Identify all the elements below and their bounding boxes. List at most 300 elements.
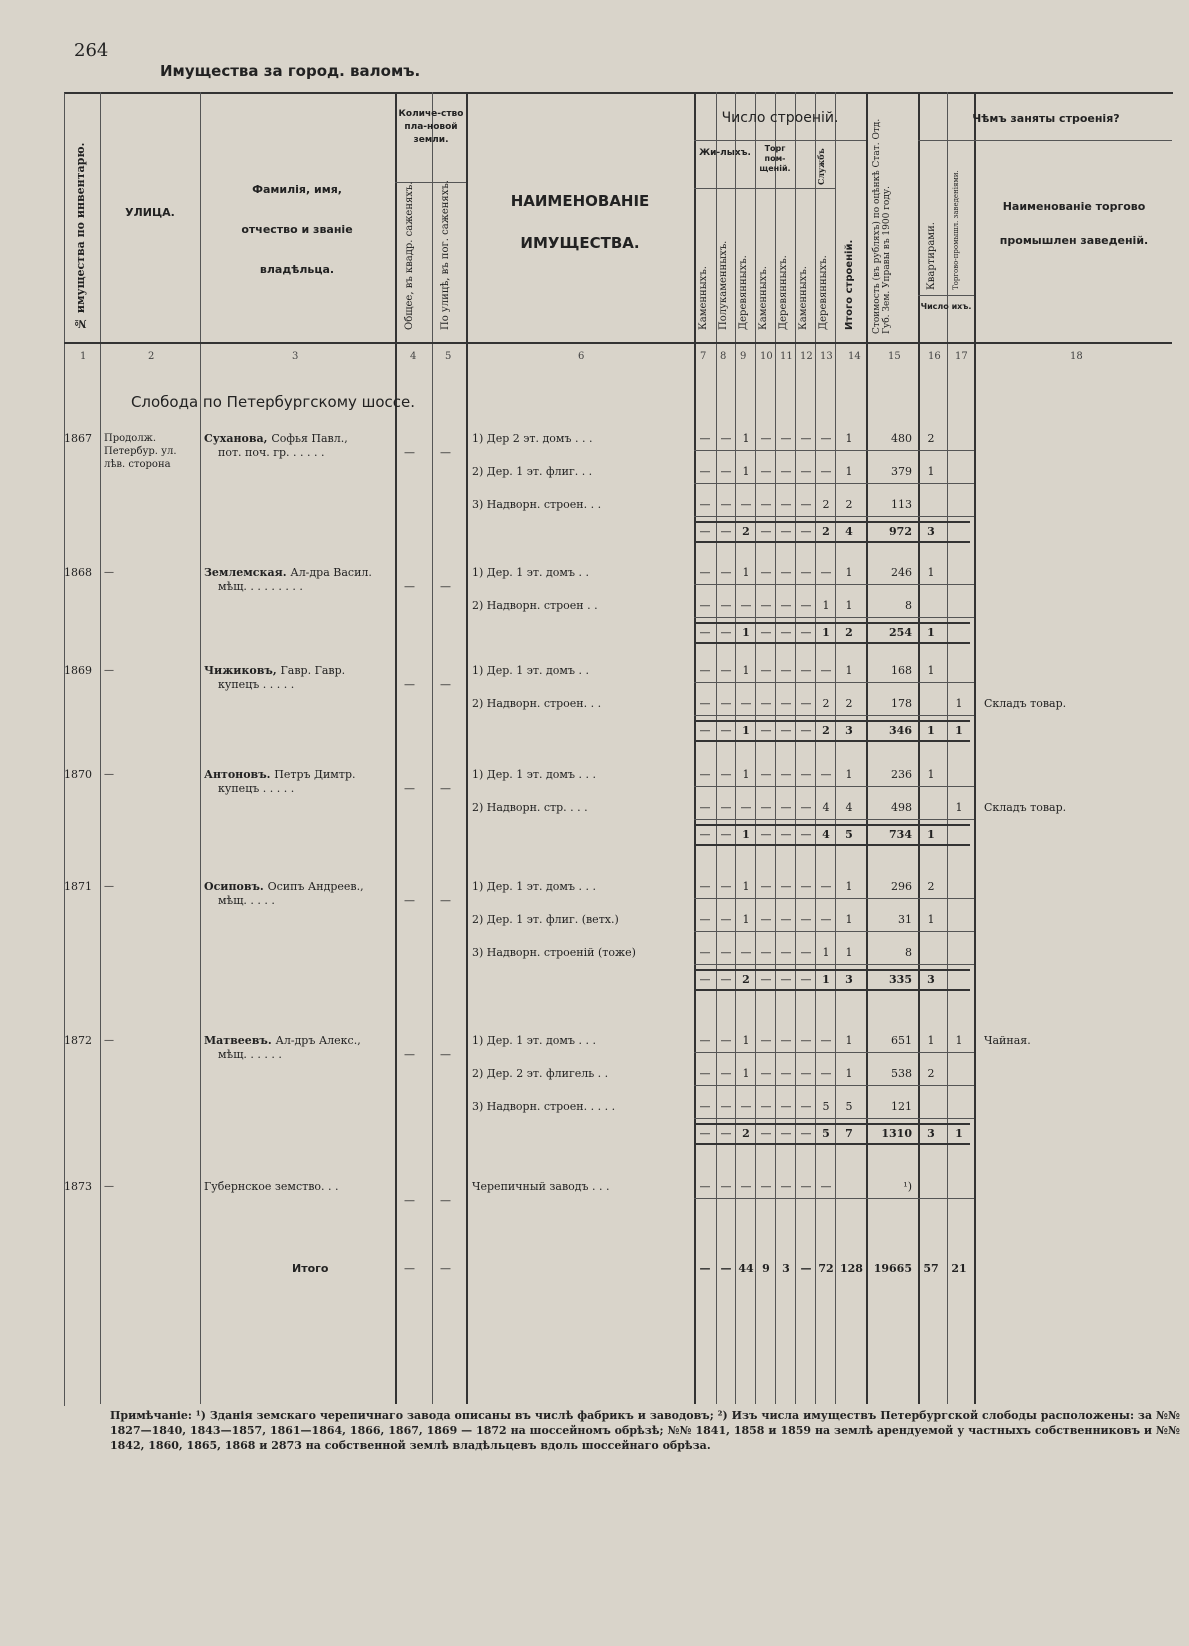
- total-dash: —: [780, 828, 792, 841]
- cell-dash: —: [720, 697, 732, 710]
- total-dash: —: [760, 1127, 772, 1140]
- owner-name: [204, 664, 345, 677]
- cell-dash: —: [740, 801, 752, 814]
- establishment-name: Чайная.: [984, 1034, 1031, 1047]
- cell-dash: —: [699, 498, 711, 511]
- header-c16: Квартирами.: [926, 222, 937, 290]
- cell-dash: —: [720, 664, 732, 677]
- cell-value: 480: [891, 432, 912, 445]
- owner-surname: Осиповъ.: [204, 880, 268, 893]
- cell-dash: —: [800, 768, 812, 781]
- subtotal-rule: [694, 720, 970, 722]
- cell-c13: 5: [822, 1100, 830, 1113]
- col-divider: [835, 92, 836, 1404]
- col-divider: [815, 92, 816, 1404]
- total-value: 335: [889, 973, 912, 986]
- cell-value: 246: [891, 566, 912, 579]
- owner-rank: мѣщ. . . . . .: [218, 1048, 282, 1061]
- col-divider: [432, 92, 433, 1404]
- cell-value: 651: [891, 1034, 912, 1047]
- item-rule: [694, 819, 974, 820]
- cell-dash: —: [780, 946, 792, 959]
- cell-c14: 1: [845, 1067, 853, 1080]
- item-rule: [694, 1052, 974, 1053]
- inventory-number: 1868: [64, 566, 92, 579]
- property-item: 1) Дер. 1 эт. домъ . . .: [472, 880, 596, 893]
- cell-c16: 1: [927, 913, 935, 926]
- total-c13: 4: [822, 828, 830, 841]
- property-item: 2) Дер. 1 эт. флиг. (ветх.): [472, 913, 619, 926]
- cell-dash: —: [760, 946, 772, 959]
- header-col5: По улицѣ, въ пог. саженяхъ.: [440, 180, 451, 330]
- total-c9: 1: [742, 724, 750, 737]
- total-dash: —: [699, 828, 711, 841]
- header-c12: Каменныхъ.: [798, 266, 809, 330]
- owner-surname: Землемская.: [204, 566, 291, 579]
- cell-dash: —: [720, 1180, 732, 1193]
- grand-dash: —: [404, 1262, 415, 1275]
- header-rule: [694, 140, 866, 141]
- total-c17: 1: [955, 1127, 963, 1140]
- col-divider: [947, 92, 948, 1404]
- cell-dash: —: [720, 465, 732, 478]
- grand-c11: 3: [782, 1262, 790, 1275]
- cell-dash: —: [800, 1180, 812, 1193]
- cell-dash: —: [780, 432, 792, 445]
- cell-c9: 1: [742, 1034, 750, 1047]
- grand-value: 19665: [873, 1262, 912, 1275]
- owner-given: Софья Павл.,: [271, 432, 348, 445]
- owner-given: Петръ Димтр.: [274, 768, 356, 781]
- header-c10: Каменныхъ.: [758, 266, 769, 330]
- total-dash: —: [800, 626, 812, 639]
- header-col4: Общее, въ квадр. саженяхъ.: [404, 181, 415, 330]
- total-c14: 5: [845, 828, 853, 841]
- cell-dash: —: [760, 768, 772, 781]
- total-dash: —: [760, 828, 772, 841]
- cell-c14: 1: [845, 465, 853, 478]
- item-rule: [694, 516, 974, 517]
- grand-c9: 44: [738, 1262, 754, 1275]
- header-c11: Деревянныхъ.: [778, 255, 789, 330]
- header-col3: Фамилія, имя, отчество и званіе владѣльца.: [241, 183, 353, 276]
- cell-dash: —: [800, 880, 812, 893]
- total-dash: —: [800, 973, 812, 986]
- cell-c9: 1: [742, 664, 750, 677]
- inventory-number: 1870: [64, 768, 92, 781]
- owner-rank: пот. поч. гр. . . . . .: [218, 446, 325, 459]
- cell-dash: —: [800, 1034, 812, 1047]
- cell-dash: —: [740, 1180, 752, 1193]
- cell-c14: 1: [845, 946, 853, 959]
- cell-value: 8: [905, 946, 912, 959]
- cell-dash: —: [800, 432, 812, 445]
- cell-dash: —: [740, 599, 752, 612]
- subtotal-rule: [694, 844, 970, 846]
- cell-value: 31: [898, 913, 912, 926]
- total-dash: —: [720, 724, 732, 737]
- land-street-dash: —: [440, 580, 451, 593]
- cell-value: 178: [891, 697, 912, 710]
- header-c18: Наименованіе торгово промышлен заведеній.: [999, 200, 1149, 247]
- grand-c10: 9: [762, 1262, 770, 1275]
- cell-dash: —: [699, 1180, 711, 1193]
- cell-dash: —: [720, 599, 732, 612]
- cell-dash: —: [780, 697, 792, 710]
- header-c7: Каменныхъ.: [698, 266, 709, 330]
- column-number: 10: [760, 351, 773, 362]
- col-divider: [200, 92, 201, 1404]
- cell-dash: —: [760, 1034, 772, 1047]
- header-land: Количе-ство пла-новой земли.: [398, 109, 464, 145]
- cell-dash: —: [780, 1034, 792, 1047]
- land-street-dash: —: [440, 782, 451, 795]
- cell-dash: —: [699, 946, 711, 959]
- total-dash: —: [720, 626, 732, 639]
- cell-dash: —: [780, 465, 792, 478]
- cell-value: 113: [891, 498, 912, 511]
- subtotal-rule: [694, 521, 970, 523]
- col-divider: [795, 92, 796, 1404]
- cell-dash: —: [720, 1100, 732, 1113]
- total-dash: —: [780, 973, 792, 986]
- cell-dash: —: [820, 913, 832, 926]
- cell-dash: —: [699, 566, 711, 579]
- column-number: 4: [410, 351, 417, 362]
- subtotal-rule: [694, 642, 970, 644]
- cell-dash: —: [760, 664, 772, 677]
- property-item: 3) Надворн. строен. . .: [472, 498, 602, 511]
- item-rule: [694, 1118, 974, 1119]
- property-item: 1) Дер. 1 эт. домъ . .: [472, 664, 589, 677]
- cell-c9: 1: [742, 768, 750, 781]
- cell-dash: —: [800, 801, 812, 814]
- land-area-dash: —: [404, 1048, 415, 1061]
- cell-dash: —: [740, 1100, 752, 1113]
- total-c9: 2: [742, 973, 750, 986]
- column-number: 6: [578, 351, 585, 362]
- total-dash: —: [780, 626, 792, 639]
- owner-name: [204, 880, 364, 893]
- cell-dash: —: [780, 1067, 792, 1080]
- cell-dash: —: [699, 432, 711, 445]
- land-street-dash: —: [440, 1048, 451, 1061]
- header-rule: [64, 342, 1172, 344]
- cell-dash: —: [760, 599, 772, 612]
- land-area-dash: —: [404, 446, 415, 459]
- property-item: 2) Надворн. стр. . . .: [472, 801, 588, 814]
- total-c14: 3: [845, 724, 853, 737]
- total-dash: —: [699, 724, 711, 737]
- item-rule: [694, 483, 974, 484]
- land-street-dash: —: [440, 894, 451, 907]
- cell-dash: —: [800, 1100, 812, 1113]
- column-number: 2: [148, 351, 155, 362]
- cell-dash: —: [720, 801, 732, 814]
- cell-c16: 1: [927, 1034, 935, 1047]
- grand-c17: 21: [951, 1262, 967, 1275]
- subtotal-rule: [694, 824, 970, 826]
- property-item: 2) Надворн. строен. . .: [472, 697, 602, 710]
- cell-c14: 1: [845, 913, 853, 926]
- col-divider: [466, 92, 468, 1404]
- cell-dash: —: [800, 599, 812, 612]
- cell-c14: 2: [845, 697, 853, 710]
- total-dash: —: [760, 724, 772, 737]
- cell-c16: 1: [927, 664, 935, 677]
- total-dash: —: [699, 1127, 711, 1140]
- street-name: —: [104, 769, 114, 780]
- owner-surname: Суханова,: [204, 432, 272, 445]
- owner-rank: купецъ . . . . .: [218, 678, 295, 691]
- cell-dash: —: [780, 1180, 792, 1193]
- cell-dash: —: [699, 1034, 711, 1047]
- total-dash: —: [780, 525, 792, 538]
- column-number: 15: [888, 351, 901, 362]
- header-col2: УЛИЦА.: [125, 206, 175, 219]
- cell-c16: 2: [927, 1067, 935, 1080]
- total-dash: —: [720, 525, 732, 538]
- property-item: 2) Надворн. строен . .: [472, 599, 598, 612]
- cell-dash: —: [740, 697, 752, 710]
- cell-dash: —: [699, 768, 711, 781]
- cell-c16: 2: [927, 880, 935, 893]
- item-rule: [694, 786, 974, 787]
- cell-dash: —: [800, 664, 812, 677]
- cell-value: ¹): [903, 1180, 912, 1193]
- cell-dash: —: [800, 566, 812, 579]
- item-rule: [694, 1085, 974, 1086]
- property-item: 1) Дер. 1 эт. домъ . . .: [472, 768, 596, 781]
- grand-c8: —: [720, 1262, 732, 1275]
- total-c14: 3: [845, 973, 853, 986]
- owner-rank: купецъ . . . . .: [218, 782, 295, 795]
- total-c14: 2: [845, 626, 853, 639]
- header-c13: Деревянныхъ.: [818, 255, 829, 330]
- cell-c14: 2: [845, 498, 853, 511]
- cell-dash: —: [780, 801, 792, 814]
- total-dash: —: [720, 973, 732, 986]
- page-title: Имущества за город. валомъ.: [160, 62, 421, 80]
- column-number: 9: [740, 351, 747, 362]
- street-name: —: [104, 567, 114, 578]
- total-dash: —: [780, 724, 792, 737]
- total-c13: 2: [822, 724, 830, 737]
- cell-dash: —: [820, 566, 832, 579]
- cell-dash: —: [800, 913, 812, 926]
- owner-surname: Матвеевъ.: [204, 1034, 276, 1047]
- cell-dash: —: [720, 880, 732, 893]
- cell-c9: 1: [742, 432, 750, 445]
- item-rule: [694, 682, 974, 683]
- col-divider: [735, 92, 736, 1404]
- land-area-dash: —: [404, 678, 415, 691]
- cell-c16: 2: [927, 432, 935, 445]
- item-rule: [694, 964, 974, 965]
- col-divider: [866, 92, 868, 1404]
- cell-dash: —: [699, 1067, 711, 1080]
- property-item: 3) Надворн. строен. . . . .: [472, 1100, 616, 1113]
- subtotal-rule: [694, 1123, 970, 1125]
- subtotal-rule: [694, 969, 970, 971]
- cell-c14: 1: [845, 566, 853, 579]
- cell-dash: —: [699, 697, 711, 710]
- cell-value: 8: [905, 599, 912, 612]
- cell-value: 498: [891, 801, 912, 814]
- column-number: 12: [800, 351, 813, 362]
- owner-given: Осипъ Андреев.,: [267, 880, 364, 893]
- total-dash: —: [800, 828, 812, 841]
- header-rule: [694, 188, 835, 189]
- cell-dash: —: [720, 913, 732, 926]
- subtotal-rule: [694, 1143, 970, 1145]
- cell-dash: —: [720, 498, 732, 511]
- header-service: Службъ: [816, 148, 826, 185]
- col-divider: [918, 92, 920, 1404]
- cell-c13: 1: [822, 946, 830, 959]
- cell-c9: 1: [742, 566, 750, 579]
- street-name: —: [104, 1035, 114, 1046]
- land-street-dash: —: [440, 1194, 451, 1207]
- cell-dash: —: [760, 432, 772, 445]
- cell-dash: —: [820, 432, 832, 445]
- cell-c17: 1: [955, 801, 963, 814]
- cell-dash: —: [699, 465, 711, 478]
- total-dash: —: [699, 525, 711, 538]
- cell-dash: —: [780, 913, 792, 926]
- item-rule: [694, 584, 974, 585]
- cell-dash: —: [720, 768, 732, 781]
- total-dash: —: [720, 1127, 732, 1140]
- inventory-number: 1873: [64, 1180, 92, 1193]
- cell-dash: —: [780, 566, 792, 579]
- subtotal-rule: [694, 989, 970, 991]
- cell-c16: 1: [927, 566, 935, 579]
- total-value: 1310: [881, 1127, 912, 1140]
- cell-value: 121: [891, 1100, 912, 1113]
- item-rule: [694, 931, 974, 932]
- total-c16: 3: [927, 525, 935, 538]
- grand-c12: —: [800, 1262, 812, 1275]
- property-item: 2) Дер. 1 эт. флиг. . .: [472, 465, 593, 478]
- cell-dash: —: [699, 599, 711, 612]
- cell-dash: —: [720, 946, 732, 959]
- subtotal-rule: [694, 740, 970, 742]
- property-item: 1) Дер. 1 эт. домъ . . .: [472, 1034, 596, 1047]
- header-c15: Стоимость (въ рубляхъ) по оцѣнкѣ Стат. Отд. Губ. Зем. Управы въ 1900 году.: [872, 118, 892, 334]
- total-c16: 1: [927, 828, 935, 841]
- cell-c14: 1: [845, 1034, 853, 1047]
- total-c16: 1: [927, 724, 935, 737]
- column-number: 1: [80, 351, 87, 362]
- column-number: 14: [848, 351, 861, 362]
- header-col1: № имущества по инвентарю.: [74, 142, 87, 330]
- cell-dash: —: [760, 498, 772, 511]
- cell-dash: —: [800, 1067, 812, 1080]
- cell-dash: —: [800, 498, 812, 511]
- cell-dash: —: [760, 1180, 772, 1193]
- street-name: Продолж. Петербур. ул. лѣв. сторона: [104, 433, 177, 470]
- owner-given: Гавр. Гавр.: [280, 664, 346, 677]
- street-name: —: [104, 1181, 114, 1192]
- establishment-name: Складъ товар.: [984, 697, 1067, 710]
- total-dash: —: [760, 525, 772, 538]
- cell-value: 538: [891, 1067, 912, 1080]
- header-residential: Жи-лыхъ.: [699, 148, 751, 158]
- col-divider: [775, 92, 776, 1404]
- total-c14: 7: [845, 1127, 853, 1140]
- cell-c9: 1: [742, 880, 750, 893]
- total-value: 972: [889, 525, 912, 538]
- cell-dash: —: [820, 768, 832, 781]
- inventory-number: 1869: [64, 664, 92, 677]
- cell-dash: —: [780, 768, 792, 781]
- header-rule: [918, 295, 974, 296]
- total-c13: 1: [822, 626, 830, 639]
- cell-dash: —: [760, 1100, 772, 1113]
- establishment-name: Складъ товар.: [984, 801, 1067, 814]
- total-c9: 1: [742, 828, 750, 841]
- column-number: 7: [700, 351, 707, 362]
- cell-dash: —: [780, 880, 792, 893]
- cell-c14: 1: [845, 768, 853, 781]
- total-c13: 1: [822, 973, 830, 986]
- cell-dash: —: [740, 946, 752, 959]
- owner-name: [204, 1034, 361, 1047]
- column-number: 18: [1070, 351, 1083, 362]
- cell-dash: —: [780, 498, 792, 511]
- cell-dash: —: [740, 498, 752, 511]
- grand-dash: —: [440, 1262, 451, 1275]
- cell-c13: 4: [822, 801, 830, 814]
- owner-surname: Антоновъ.: [204, 768, 275, 781]
- total-dash: —: [760, 626, 772, 639]
- cell-c14: 1: [845, 880, 853, 893]
- cell-dash: —: [720, 1067, 732, 1080]
- total-c16: 1: [927, 626, 935, 639]
- grand-c16: 57: [923, 1262, 939, 1275]
- cell-c9: 1: [742, 913, 750, 926]
- street-name: —: [104, 665, 114, 676]
- street-name: —: [104, 881, 114, 892]
- col-divider: [694, 92, 696, 1404]
- cell-dash: —: [699, 664, 711, 677]
- item-rule: [694, 617, 974, 618]
- cell-c16: 1: [927, 465, 935, 478]
- cell-dash: —: [780, 599, 792, 612]
- cell-dash: —: [800, 946, 812, 959]
- total-value: 734: [889, 828, 912, 841]
- cell-c9: 1: [742, 465, 750, 478]
- section-title: Слобода по Петербургскому шоссе.: [130, 393, 416, 411]
- cell-dash: —: [760, 880, 772, 893]
- grand-c13: 72: [818, 1262, 834, 1275]
- cell-dash: —: [720, 1034, 732, 1047]
- owner-name: [204, 1180, 339, 1193]
- grand-c7: —: [699, 1262, 711, 1275]
- total-dash: —: [800, 724, 812, 737]
- total-dash: —: [699, 973, 711, 986]
- item-rule: [694, 1198, 974, 1199]
- column-number: 3: [292, 351, 299, 362]
- header-c14: Итого строеній.: [844, 239, 855, 330]
- cell-dash: —: [760, 1067, 772, 1080]
- owner-given: Ал-дръ Алекс.,: [275, 1034, 361, 1047]
- cell-c14: 1: [845, 432, 853, 445]
- land-street-dash: —: [440, 446, 451, 459]
- property-item: 1) Дер. 1 эт. домъ . .: [472, 566, 589, 579]
- cell-dash: —: [820, 465, 832, 478]
